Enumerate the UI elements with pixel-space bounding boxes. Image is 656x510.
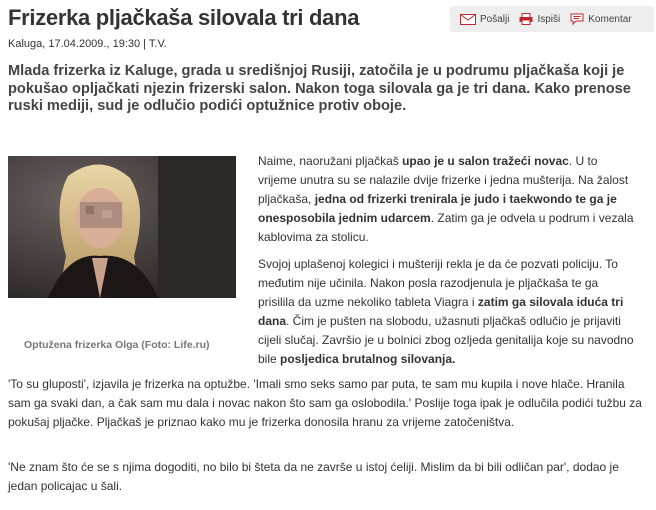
article-paragraph bbox=[8, 375, 644, 432]
paragraph-text: . U to vrijeme unutra su se nalazile dvije frizerke i jedna mušterija. Na žalost pljačkaša, bbox=[258, 154, 629, 206]
paragraph-highlight: jedna od frizerki trenirala je judo i taekwondo te ga je onesposobila jednim udarcem bbox=[258, 192, 617, 225]
photo-caption: Optužena frizerka Olga (Foto: Life.ru) bbox=[24, 339, 210, 351]
paragraph-highlight: posljedica brutalnog silovanja. bbox=[280, 352, 456, 366]
print-label: Ispiši bbox=[537, 13, 561, 25]
article-paragraph bbox=[258, 152, 638, 247]
send-label: Pošalji bbox=[480, 13, 510, 25]
article-paragraph bbox=[8, 458, 644, 496]
paragraph-highlight: zatim ga silovala iduća tri dana bbox=[258, 295, 624, 328]
article-meta: Kaluga, 17.04.2009., 19:30 | T.V. bbox=[8, 38, 167, 50]
paragraph-text: . Čim je pušten na slobodu, užasnuti pljačkaš odlučio je prijaviti cijeli slučaj. Završio je u bolnici zbog ozljeda genitalija koje su navodno bile bbox=[258, 314, 634, 366]
print-button[interactable] bbox=[519, 13, 560, 25]
comment-label: Komentar bbox=[588, 13, 632, 25]
paragraph-text: 'Ne znam što će se s njima dogoditi, no bilo bi šteta da ne završe u istoj ćeliji. Mislim da bi bili odličan par', dodao je jedan policajac u šali. bbox=[8, 460, 619, 493]
article-paragraph bbox=[258, 255, 638, 369]
article-actions-toolbar bbox=[450, 6, 654, 32]
article-title: Frizerka pljačkaša silovala tri dana bbox=[8, 5, 360, 30]
email-icon bbox=[460, 14, 476, 25]
comment-button[interactable] bbox=[570, 13, 631, 25]
photo-box bbox=[8, 156, 236, 369]
paragraph-text: 'To su gluposti', izjavila je frizerka na optužbe. 'Imali smo seks samo par puta, te sam mu kupila i nove hlače. Hranila sam ga svaki dan, a čak sam mu dala i novac nakon što sam ga oslobodila.' Poslije toga ipak je odlučila podići tužbu za pokušaj pljačke. Pljačkaš je priznao kako mu je frizerka donosila hranu za vrijeme zatočeništva. bbox=[8, 377, 642, 429]
send-button[interactable] bbox=[460, 14, 509, 25]
paragraph-highlight: upao je u salon tražeći novac bbox=[402, 154, 569, 168]
print-icon bbox=[519, 13, 533, 25]
paragraph-text: Svojoj uplašenoj kolegici i mušteriji rekla je da će pozvati policiju. To međutim nije učinila. Nakon posla razodjenula je pljačkaša te ga prisilila da uzme nekoliko tableta Viagra i bbox=[258, 257, 618, 309]
comment-icon bbox=[570, 13, 584, 25]
article-photo[interactable] bbox=[8, 156, 236, 298]
article-lead: Mlada frizerka iz Kaluge, grada u središnjoj Rusiji, zatočila je u podrumu pljačkaša koji je pokušao opljačkati njezin frizerski salon. Nakon toga silovala ga je tri dana. Kako prenose ruski mediji, sud je odlučio podići optužnice protiv oboje. bbox=[8, 63, 631, 114]
paragraph-text: . Zatim ga je odvela u podrum i vezala kablovima za stolicu. bbox=[258, 211, 634, 244]
paragraph-text: Naime, naoružani pljačkaš bbox=[258, 154, 403, 168]
